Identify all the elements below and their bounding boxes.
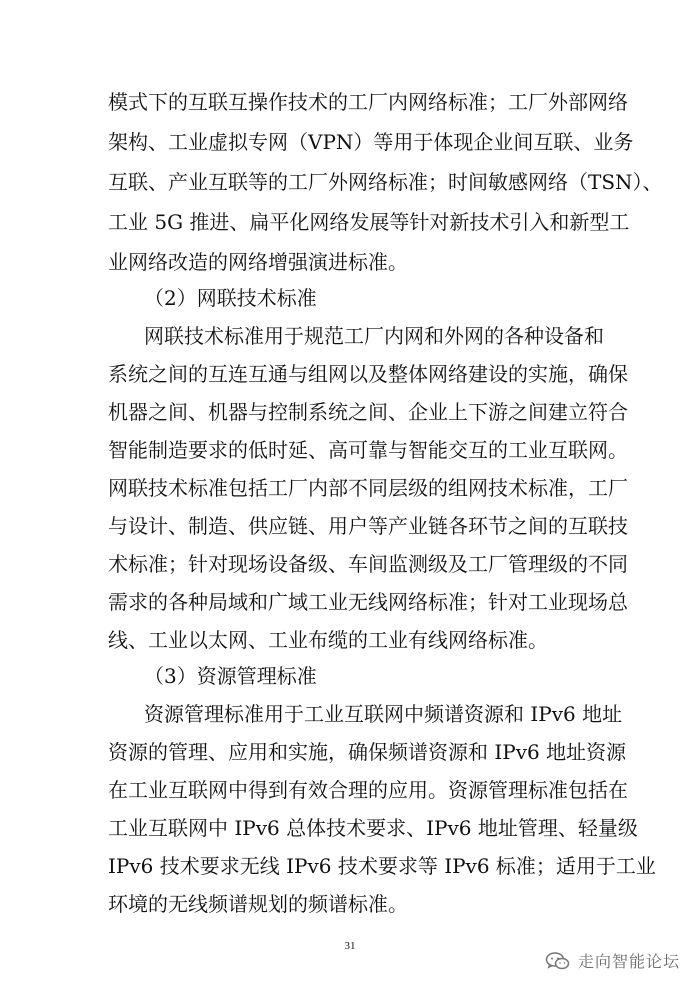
paragraph-line: 需求的各种局域和广域工业无线网络标准；针对工业现场总	[108, 590, 628, 614]
paragraph-line: 机器之间、机器与控制系统之间、企业上下游之间建立符合	[108, 400, 628, 424]
paragraph-line: 工业互联网中 IPv6 总体技术要求、IPv6 地址管理、轻量级	[108, 816, 638, 840]
paragraph-line: IPv6 技术要求无线 IPv6 技术要求等 IPv6 标准；适用于工业	[108, 854, 656, 878]
paragraph-line: 环境的无线频谱规划的频谱标准。	[108, 892, 408, 916]
paragraph-line: 工业 5G 推进、扁平化网络发展等针对新技术引入和新型工	[108, 210, 630, 234]
paragraph-line: 架构、工业虚拟专网（VPN）等用于体现企业间互联、业务	[108, 130, 634, 154]
paragraph-line: 网联技术标准包括工厂内部不同层级的组网技术标准，工厂	[108, 476, 628, 500]
paragraph-line: 智能制造要求的低时延、高可靠与智能交互的工业互联网。	[108, 438, 628, 462]
section-heading-2: （2）网联技术标准	[144, 286, 317, 310]
paragraph-line: 术标准；针对现场设备级、车间监测级及工厂管理级的不同	[108, 552, 628, 576]
paragraph-line: 资源管理标准用于工业互联网中频谱资源和 IPv6 地址	[144, 702, 623, 726]
watermark	[545, 949, 680, 972]
paragraph-line: 网联技术标准用于规范工厂内网和外网的各种设备和	[144, 324, 604, 348]
paragraph-line: 业网络改造的网络增强演进标准。	[108, 250, 408, 274]
paragraph-line: 互联、产业互联等的工厂外网络标准；时间敏感网络（TSN）、	[108, 170, 663, 194]
section-heading-3: （3）资源管理标准	[144, 664, 317, 688]
paragraph-line: 模式下的互联互操作技术的工厂内网络标准；工厂外部网络	[108, 90, 628, 114]
paragraph-line: 线、工业以太网、工业布缆的工业有线网络标准。	[108, 628, 548, 652]
paragraph-line: 与设计、制造、供应链、用户等产业链各环节之间的互联技	[108, 514, 628, 538]
watermark-text: 走向智能论坛	[577, 952, 680, 971]
wechat-icon	[545, 951, 570, 971]
paragraph-line: 系统之间的互连互通与组网以及整体网络建设的实施，确保	[108, 362, 628, 386]
paragraph-line: 在工业互联网中得到有效合理的应用。资源管理标准包括在	[108, 778, 628, 802]
paragraph-line: 资源的管理、应用和实施，确保频谱资源和 IPv6 地址资源	[108, 740, 627, 764]
page-number: 31	[344, 940, 356, 952]
